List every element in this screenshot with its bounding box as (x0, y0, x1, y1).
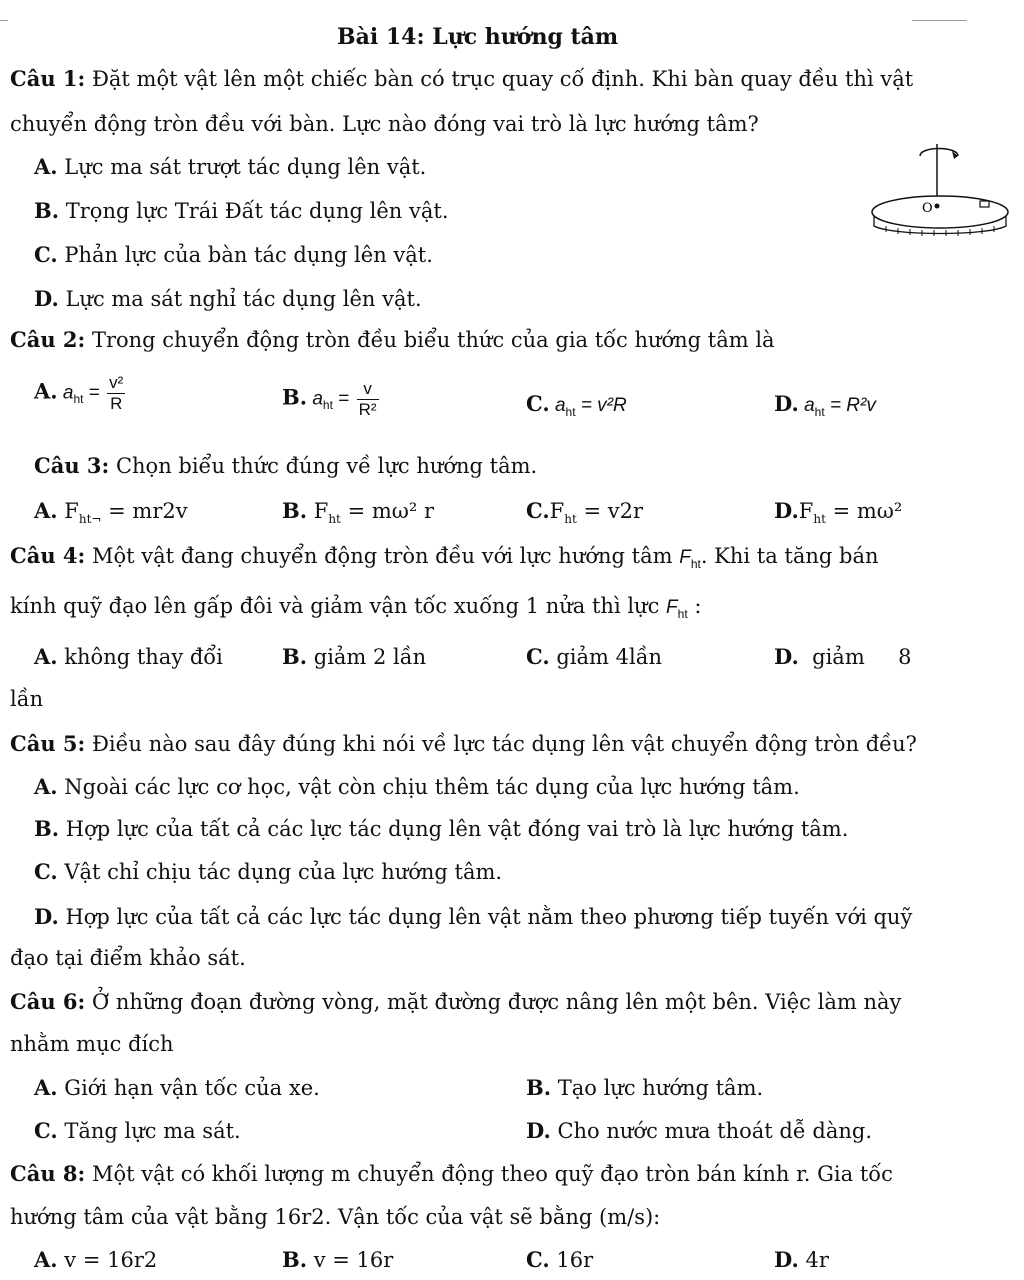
option-c (526, 1249, 593, 1271)
option-d (774, 646, 911, 668)
option-d (774, 1249, 829, 1271)
formula-symbol: a (312, 388, 323, 410)
option-b (282, 646, 426, 668)
option-a (34, 1249, 157, 1271)
question-text: : (694, 594, 702, 618)
force-symbol: $F_{ht}$ (679, 547, 701, 571)
option-text: Lực ma sát trượt tác dụng lên vật. (64, 155, 427, 179)
option-label: A. (34, 774, 58, 799)
option-label: D. (774, 498, 799, 523)
fraction (107, 374, 125, 413)
question-text: kính quỹ đạo lên gấp đôi và giảm vận tốc xuống 1 nửa thì lực (10, 594, 660, 618)
page-edge-left (0, 0, 8, 21)
option-a (34, 646, 223, 668)
denominator: R² (358, 399, 377, 419)
formula-symbol: a (804, 395, 815, 416)
option-b: B. $a_{ht}$ = $\frac{v}{\text{R²}}$ (282, 379, 377, 419)
option-label: C. (526, 1247, 550, 1272)
formula-subscript: ht (565, 404, 576, 419)
question-4-line-2 (10, 596, 701, 620)
force-symbol: $F_{ht}$ (666, 597, 688, 621)
option-a (34, 776, 800, 798)
question-label: Câu 2: (10, 327, 86, 352)
option-label: B. (34, 816, 60, 841)
question-label: Câu 3: (34, 453, 110, 478)
option-d (526, 1120, 872, 1142)
option-c (526, 646, 662, 668)
option-b (282, 1249, 393, 1271)
option-label: A. (34, 378, 58, 404)
question-text: Chọn biểu thức đúng về lực hướng tâm. (115, 454, 538, 478)
option-text: Tạo lực hướng tâm. (557, 1076, 764, 1100)
option-c (526, 393, 627, 418)
option-text: Giới hạn vận tốc của xe. (64, 1076, 320, 1100)
rotation-arrow-icon (920, 149, 958, 157)
formula-rhs: = v2r (576, 499, 644, 523)
numerator: v² (109, 373, 124, 392)
question-8-line-2: hướng tâm của vật bằng 16r2. Vận tốc của vật sẽ bằng (m/s): (10, 1205, 661, 1229)
question-label: Câu 8: (10, 1161, 86, 1186)
option-label: B. (34, 198, 60, 223)
question-3-line-1 (34, 455, 537, 477)
option-label: A. (34, 1247, 58, 1272)
page-title: Bài 14: Lực hướng tâm (337, 24, 619, 50)
option-b (34, 200, 449, 222)
formula-subscript: ht (322, 398, 333, 413)
numerator: v (357, 380, 379, 400)
option-text: Ngoài các lực cơ học, vật còn chịu thêm tác dụng của lực hướng tâm. (64, 775, 800, 799)
option-d (774, 393, 876, 418)
fraction (357, 380, 379, 419)
formula-subscript: ht (73, 392, 84, 407)
option-d (774, 500, 902, 525)
question-2-line-1 (10, 329, 775, 351)
option-text: không thay đổi (64, 645, 223, 669)
option-text: v = 16r2 (64, 1248, 158, 1272)
question-label: Câu 4: (10, 543, 86, 568)
option-text: Tăng lực ma sát. (64, 1119, 241, 1143)
denominator: R (110, 393, 123, 413)
formula-rhs: = mω² r (340, 499, 435, 523)
option-b (282, 500, 434, 525)
option-text: giảm 4lần (556, 645, 663, 669)
question-1-line-2: chuyển động tròn đều với bàn. Lực nào đóng vai trò là lực hướng tâm? (10, 112, 759, 136)
question-6-line-2: nhằm mục đích (10, 1032, 174, 1056)
question-text: . Khi ta tăng bán (700, 544, 879, 568)
option-text: Cho nước mưa thoát dễ dàng. (557, 1119, 873, 1143)
formula-subscript: ht¬ (78, 512, 102, 527)
option-c (526, 500, 643, 525)
option-d (34, 288, 422, 310)
formula-rhs: = mω² (825, 499, 903, 523)
option-text: Hợp lực của tất cả các lực tác dụng lên vật đóng vai trò là lực hướng tâm. (65, 817, 849, 841)
rotating-table-figure (862, 140, 1022, 250)
question-8-line-1 (10, 1163, 893, 1185)
option-c (34, 1120, 241, 1142)
option-c (34, 861, 502, 883)
option-a: A. $a_{ht}$ = $\frac{\text{v²}}{R}$ (34, 373, 124, 413)
question-5-line-1 (10, 733, 917, 755)
option-d-wrap: lần (10, 687, 44, 711)
question-label: Câu 1: (10, 66, 86, 91)
page-edge-right (912, 0, 967, 21)
option-a (34, 500, 188, 525)
question-text: Một vật có khối lượng m chuyển động theo quỹ đạo tròn bán kính r. Gia tốc (91, 1162, 893, 1186)
formula-rhs: = R²v (829, 395, 876, 416)
option-label: C. (526, 644, 550, 669)
formula-symbol: F (549, 499, 565, 523)
formula-symbol: a (62, 382, 74, 404)
option-text: 16r (556, 1248, 594, 1272)
option-label: A. (34, 644, 58, 669)
question-text: Một vật đang chuyển động tròn đều với lực hướng tâm (91, 544, 673, 568)
formula-subscript: ht (813, 512, 826, 527)
option-text: 4r (805, 1248, 829, 1272)
option-a (34, 156, 426, 178)
option-text: giảm 8 (812, 645, 912, 669)
option-label: D. (526, 1118, 551, 1143)
figure-label-o: O (922, 201, 933, 216)
option-a (34, 1077, 320, 1099)
option-label: A. (34, 154, 58, 179)
option-label: B. (282, 1247, 308, 1272)
object-block (980, 201, 989, 207)
option-label: A. (34, 1075, 58, 1100)
center-point (935, 204, 940, 209)
option-label: B. (282, 498, 308, 523)
question-1-line-1 (10, 68, 913, 90)
option-label: C. (526, 391, 550, 416)
formula-subscript: ht (328, 512, 341, 527)
question-text: Ở những đoạn đường vòng, mặt đường được nâng lên một bên. Việc làm này (91, 990, 902, 1014)
option-label: D. (774, 1247, 799, 1272)
option-label: D. (34, 904, 59, 929)
question-4-line-1 (10, 545, 879, 570)
formula-subscript: ht (814, 404, 825, 419)
formula-symbol: a (554, 395, 566, 416)
question-6-line-1 (10, 991, 901, 1013)
question-text: Đặt một vật lên một chiếc bàn có trục quay cố định. Khi bàn quay đều thì vật (91, 67, 914, 91)
option-text: v = 16r (313, 1248, 394, 1272)
option-label: B. (282, 644, 308, 669)
question-text: Trong chuyển động tròn đều biểu thức của gia tốc hướng tâm là (91, 328, 775, 352)
formula-rhs: = mr2v (101, 499, 188, 523)
option-c (34, 244, 433, 266)
question-text: Điều nào sau đây đúng khi nói về lực tác dụng lên vật chuyển động tròn đều? (91, 732, 917, 756)
option-b (526, 1077, 763, 1099)
formula-rhs: = v²R (580, 395, 627, 416)
option-b (34, 818, 848, 840)
option-text: Lực ma sát nghỉ tác dụng lên vật. (65, 287, 422, 311)
question-label: Câu 6: (10, 989, 86, 1014)
option-d-wrap: đạo tại điểm khảo sát. (10, 946, 246, 970)
question-label: Câu 5: (10, 731, 86, 756)
option-label: C. (34, 1118, 58, 1143)
option-text: giảm 2 lần (313, 645, 427, 669)
option-text: Trọng lực Trái Đất tác dụng lên vật. (65, 199, 449, 223)
option-d (34, 906, 912, 928)
option-label: B. (526, 1075, 552, 1100)
option-label: D. (34, 286, 59, 311)
option-label: C. (34, 859, 58, 884)
formula-subscript: ht (564, 512, 577, 527)
option-label: C. (526, 498, 550, 523)
option-text: Phản lực của bàn tác dụng lên vật. (64, 243, 433, 267)
formula-symbol: F (64, 499, 79, 523)
option-label: B. (282, 384, 308, 410)
option-label: D. (774, 644, 799, 669)
option-label: A. (34, 498, 58, 523)
option-text: Vật chỉ chịu tác dụng của lực hướng tâm. (64, 860, 503, 884)
formula-symbol: F (313, 499, 329, 523)
option-label: D. (774, 391, 799, 416)
option-label: C. (34, 242, 58, 267)
option-text: Hợp lực của tất cả các lực tác dụng lên vật nằm theo phương tiếp tuyến với quỹ (65, 905, 913, 929)
formula-symbol: F (798, 499, 814, 523)
